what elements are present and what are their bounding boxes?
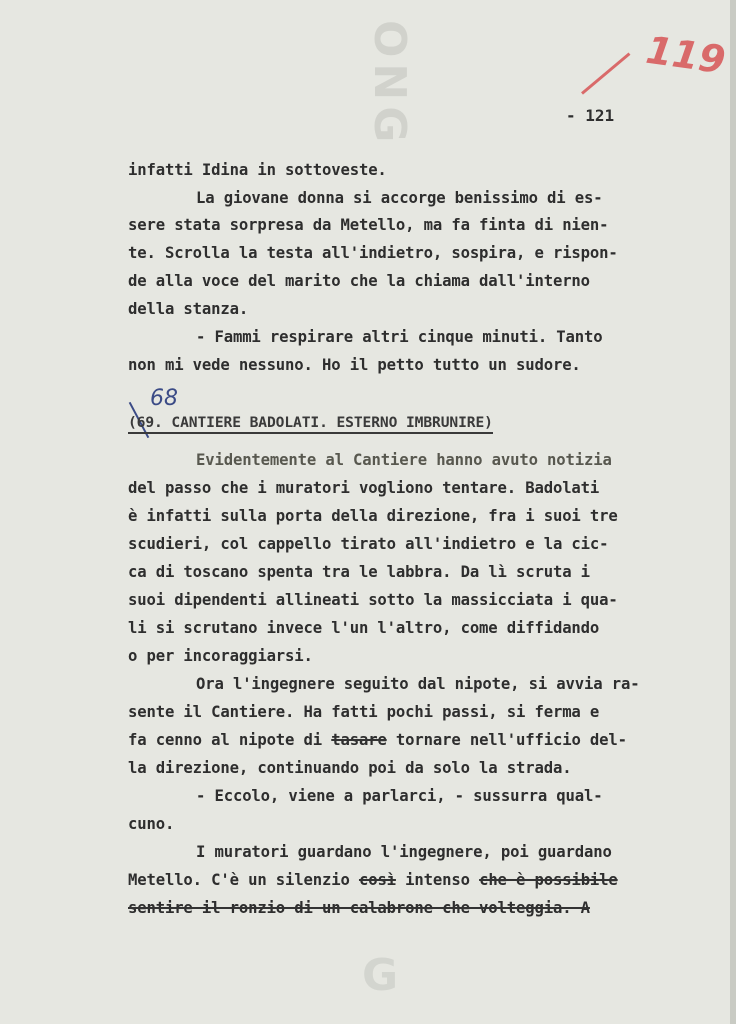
text-line-with-correction <box>128 733 627 749</box>
text-line: I muratori guardano l'ingegnere, poi guardano <box>196 843 612 861</box>
text-line-with-correction <box>128 873 618 889</box>
text-line: Evidentemente al Cantiere hanno avuto notizia <box>196 451 612 469</box>
handwritten-page-number: 119 <box>643 27 729 83</box>
struck-phrase: che è possibile <box>479 871 618 889</box>
text-segment: fa cenno al nipote di <box>128 731 332 749</box>
typed-page-number: - 121 <box>566 106 615 125</box>
red-check-mark <box>581 52 630 94</box>
text-line: li si scrutano invece l'un l'altro, come diffidando <box>128 619 600 637</box>
scene-heading: (69. CANTIERE BADOLATI. ESTERNO IMBRUNIRE) <box>128 414 493 434</box>
text-line: suoi dipendenti allineati sotto la massicciata i qua- <box>128 591 618 609</box>
text-line: cuno. <box>128 815 175 833</box>
watermark: ONG <box>364 20 415 149</box>
text-line: - Eccolo, viene a parlarci, - sussurra qual- <box>196 787 603 805</box>
text-line: la direzione, continuando poi da solo la strada. <box>128 759 572 777</box>
text-line: infatti Idina in sottoveste. <box>128 161 387 179</box>
text-line: sere stata sorpresa da Metello, ma fa finta di nien- <box>128 216 609 234</box>
watermark-bottom: G <box>362 950 399 1001</box>
text-segment: intenso <box>395 871 480 889</box>
text-line: te. Scrolla la testa all'indietro, sospira, e rispon- <box>128 244 618 262</box>
text-line: La giovane donna si accorge benissimo di es- <box>196 189 603 207</box>
struck-word: così <box>358 871 396 889</box>
text-line: sente il Cantiere. Ha fatti pochi passi, si ferma e <box>128 703 600 721</box>
text-line: o per incoraggiarsi. <box>128 647 313 665</box>
text-line: Ora l'ingegnere seguito dal nipote, si avvia ra- <box>196 675 640 693</box>
text-line: non mi vede nessuno. Ho il petto tutto un sudore. <box>128 356 581 374</box>
text-line: della stanza. <box>128 300 249 318</box>
text-line: è infatti sulla porta della direzione, fra i suoi tre <box>128 507 618 525</box>
page-edge <box>730 0 736 1024</box>
text-line: del passo che i muratori vogliono tentare. Badolati <box>128 479 600 497</box>
text-line: scudieri, col cappello tirato all'indietro e la cic- <box>128 535 609 553</box>
text-line: ca di toscano spenta tra le labbra. Da lì scruta i <box>128 563 590 581</box>
struck-line: sentire il ronzio di un calabrone che volteggia. A <box>128 899 590 917</box>
text-segment: tornare nell'ufficio del- <box>386 731 627 749</box>
struck-word: tasare <box>331 731 387 749</box>
text-line: de alla voce del marito che la chiama dall'interno <box>128 272 590 290</box>
text-segment: Metello. C'è un silenzio <box>128 871 359 889</box>
text-line: - Fammi respirare altri cinque minuti. Tanto <box>196 328 603 346</box>
handwritten-scene-number: 68 <box>150 386 178 411</box>
